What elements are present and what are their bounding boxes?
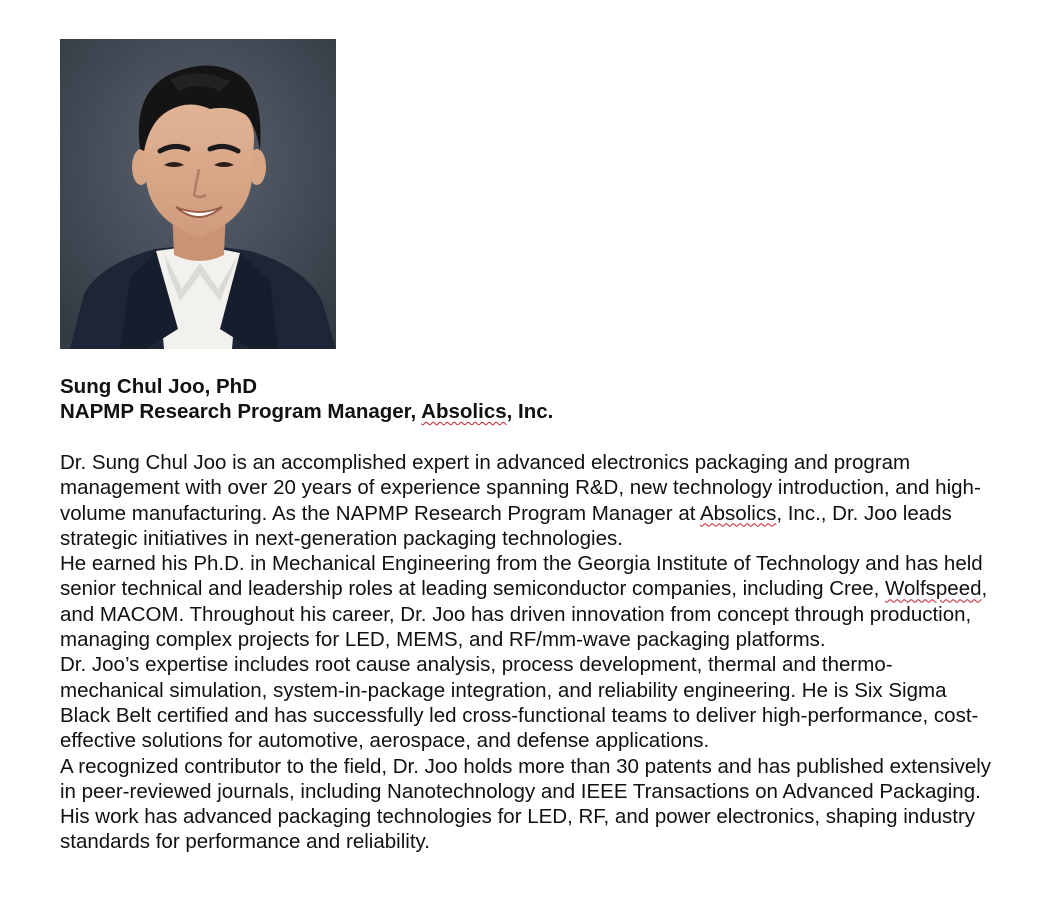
portrait-illustration (60, 39, 336, 349)
bio-paragraph-3: Dr. Joo’s expertise includes root cause analysis, process development, thermal and thermo-mechanical simulation, system-in-package integration, and reliability engineering. He is Six Sigma Black Belt certified and has successfully led cross-functional teams to deliver high-performance, cost-effective solutions for automotive, aerospace, and defense applications. (60, 653, 979, 753)
bio-p2-company: Wolfspeed (885, 577, 982, 601)
person-name: Sung Chul Joo, PhD (60, 375, 258, 398)
job-title-suffix: , Inc. (506, 400, 554, 423)
bio-p1-text-b: , Inc., Dr. Joo leads strategic initiatives in next-generation packaging technologies. (60, 501, 952, 550)
name-title-block (60, 374, 553, 424)
bio-paragraph-4: A recognized contributor to the field, Dr. Joo holds more than 30 patents and has published extensively in peer-reviewed journals, including Nanotechnology and IEEE Transactions on Advanced Packaging. His work has advanced packaging technologies for LED, RF, and power electronics, shaping industry standards for performance and reliability. (60, 754, 992, 854)
bio-p2-text-a: He earned his Ph.D. in Mechanical Engineering from the Georgia Institute of Technology and has held senior technical and leadership roles at leading semiconductor companies, including Cree, (60, 552, 983, 601)
job-title (60, 399, 553, 424)
biography (60, 450, 995, 855)
bio-paragraph-1 (60, 450, 995, 551)
bio-p1-text-a: Dr. Sung Chul Joo is an accomplished expert in advanced electronics packaging and program management with over 20 years of experience spanning R&D, new technology introduction, and high-volume manufacturing. As the NAPMP Research Program Manager at (60, 451, 981, 525)
portrait-photo (60, 39, 336, 349)
job-title-role: NAPMP Research Program Manager, (60, 400, 422, 423)
bio-paragraph-2 (60, 551, 995, 652)
bio-p2-text-b: , and MACOM. Throughout his career, Dr. Joo has driven innovation from concept through production, managing complex projects for LED, MEMS, and RF/mm-wave packaging platforms. (60, 577, 988, 652)
bio-p1-company: Absolics (699, 501, 777, 525)
job-title-company: Absolics (421, 400, 507, 423)
